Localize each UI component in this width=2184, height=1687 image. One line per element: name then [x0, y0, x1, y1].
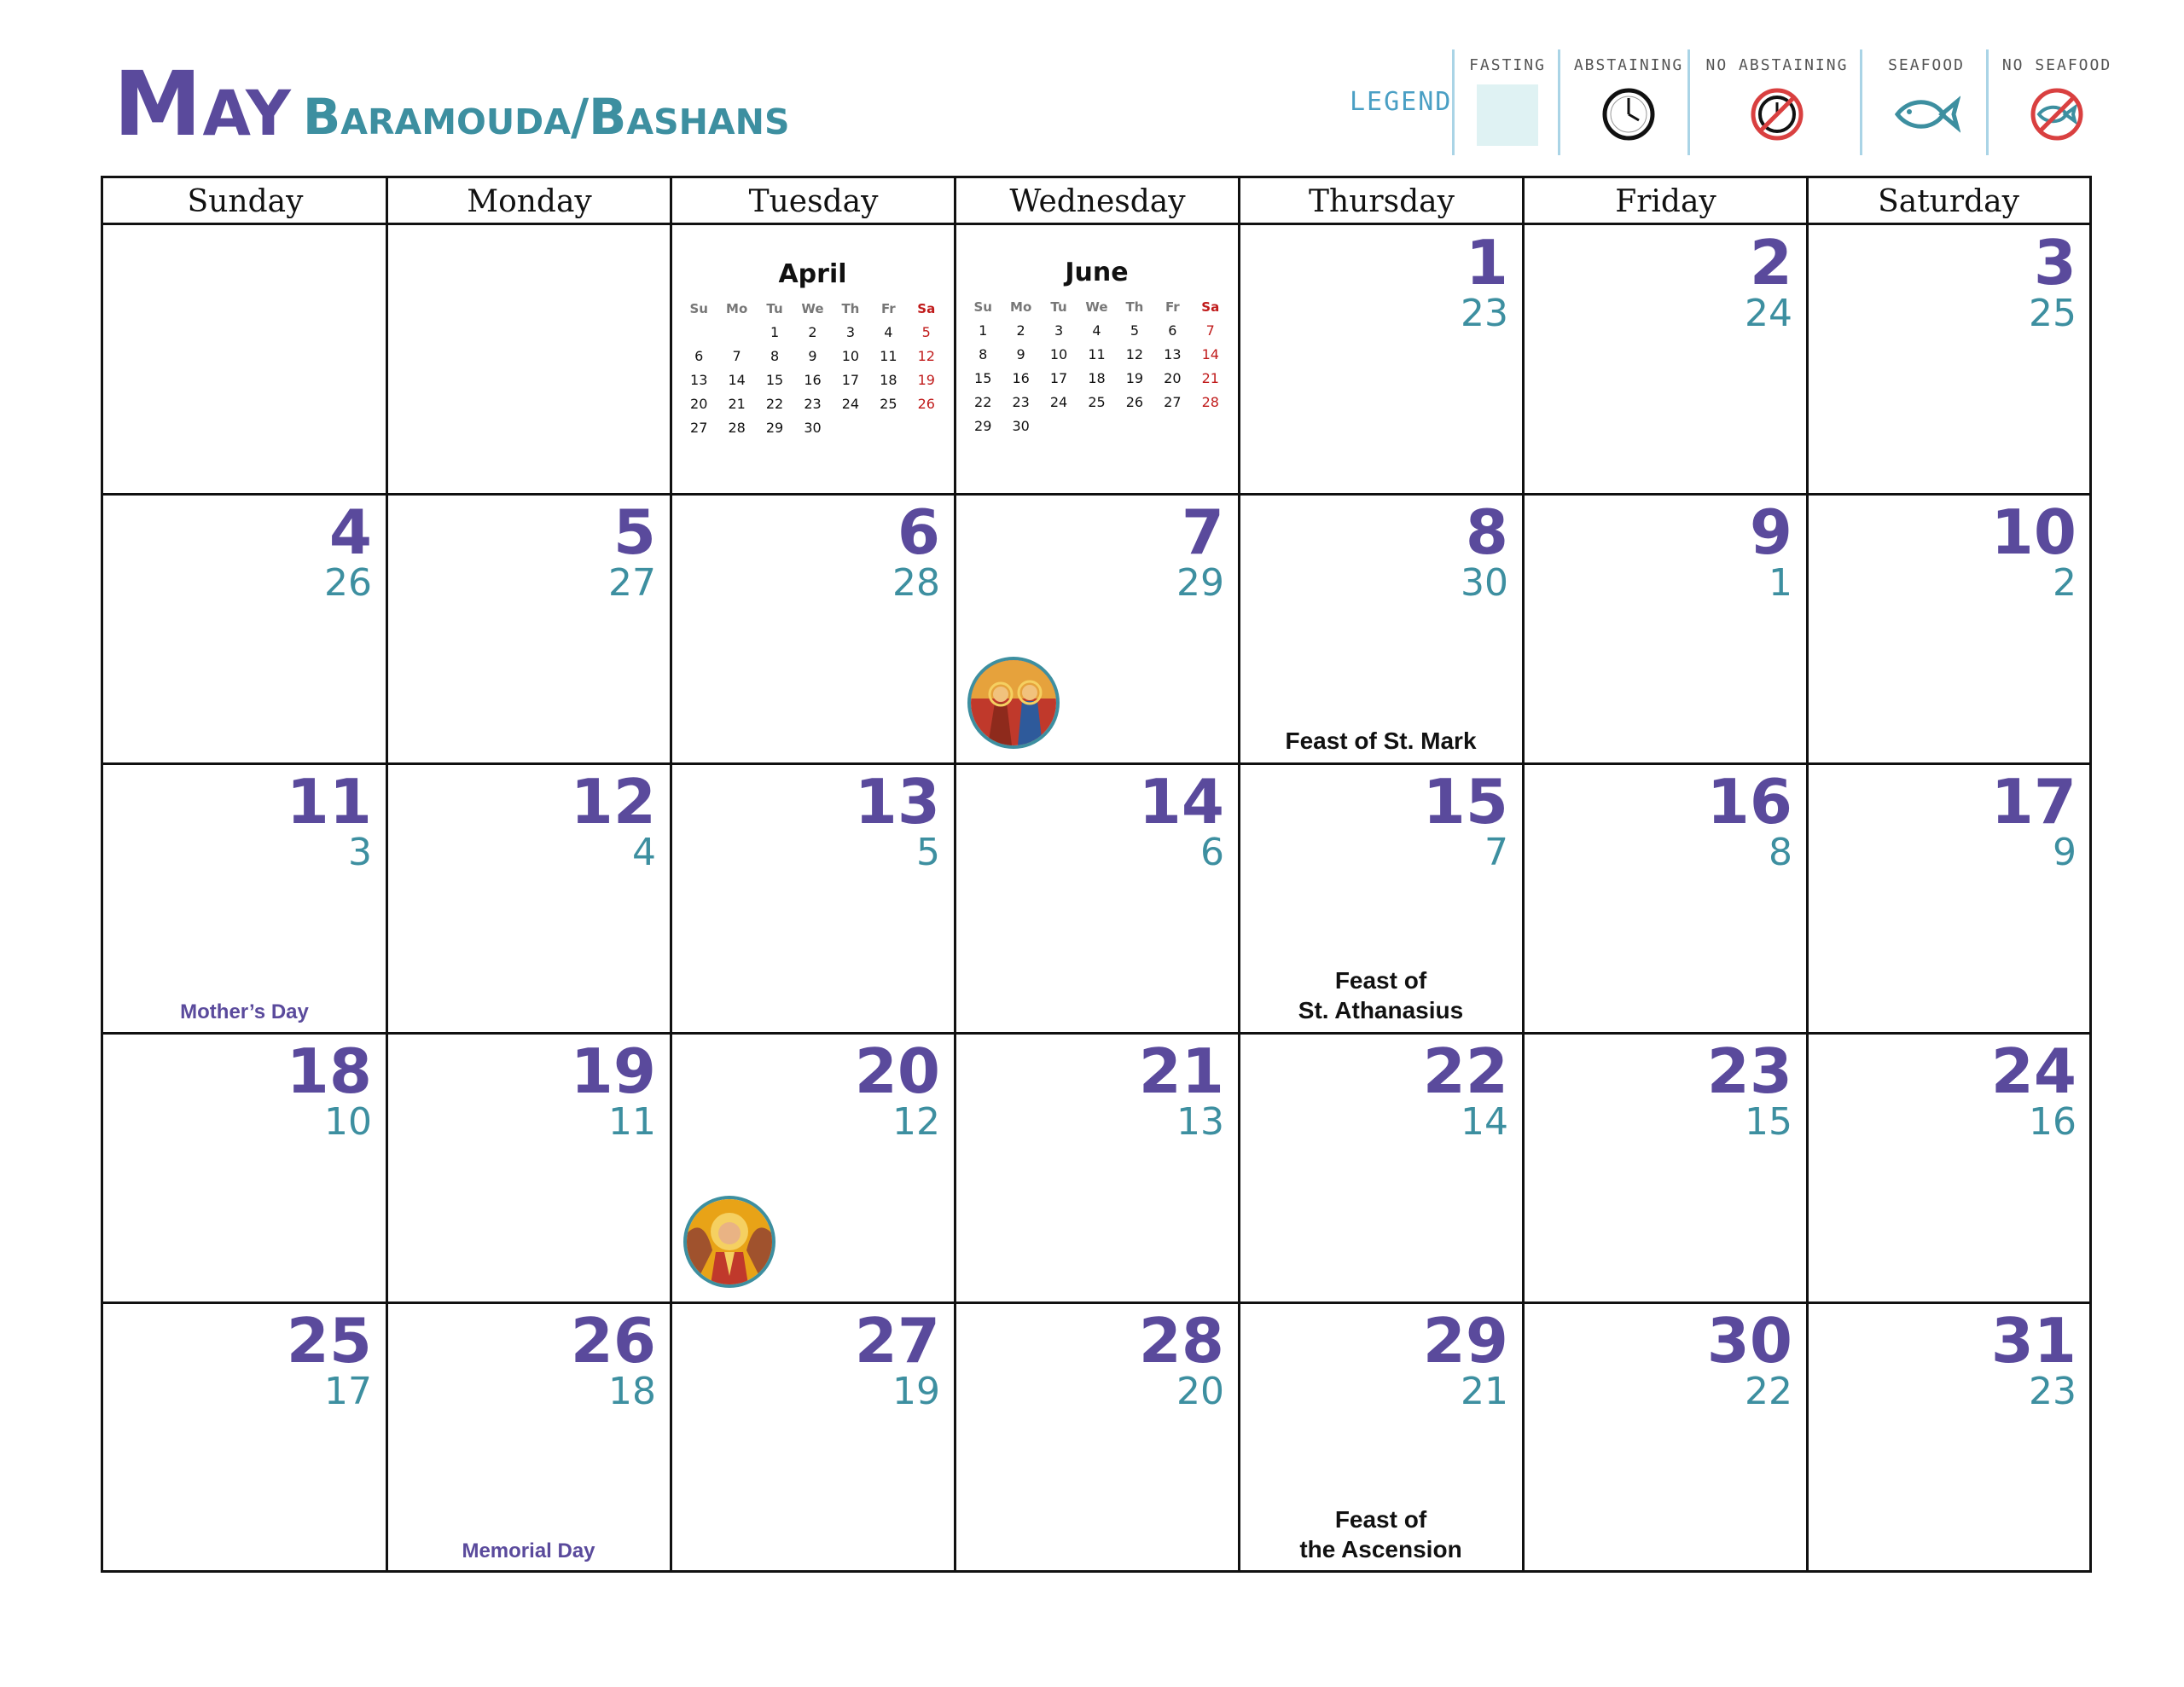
gregorian-date: 2: [1749, 227, 1792, 299]
gregorian-date: 31: [1990, 1305, 2077, 1377]
mini-calendar-day: 3: [845, 324, 856, 340]
day-cell[interactable]: [956, 1303, 1238, 1571]
day-cell[interactable]: [1524, 764, 1806, 1032]
gregorian-date: 18: [286, 1035, 372, 1107]
mini-calendar-day: 14: [1201, 346, 1219, 362]
mini-calendar-day: 7: [732, 348, 741, 364]
day-cell[interactable]: [1524, 495, 1806, 762]
day-cell[interactable]: [1240, 764, 1522, 1032]
mini-calendar-day: 22: [974, 394, 992, 410]
mini-calendar-day: 12: [917, 348, 935, 364]
mini-calendar-day: 15: [974, 370, 992, 386]
calendar-grid: [101, 176, 2092, 1573]
mini-calendar-day: 22: [765, 396, 784, 412]
mini-calendar-day: 10: [841, 348, 860, 364]
mini-calendar-june: [956, 225, 1238, 493]
mini-calendar-day: 27: [690, 420, 708, 436]
day-cell[interactable]: [103, 495, 386, 762]
day-cell[interactable]: [103, 1034, 386, 1301]
mini-calendar-day: 13: [690, 372, 708, 388]
mini-calendar-weekday: We: [1085, 299, 1108, 315]
mini-calendar-day: 9: [1016, 346, 1025, 362]
mini-calendar-day: 25: [880, 396, 897, 412]
fish-icon: [1892, 93, 1960, 136]
day-cell[interactable]: [1808, 1303, 2090, 1571]
mini-calendar-day: 18: [1088, 370, 1106, 386]
weekday-friday: Friday: [1615, 184, 1716, 219]
no-fish-icon: [2029, 86, 2085, 142]
gregorian-date: 12: [570, 766, 656, 838]
mini-calendar-day: 9: [808, 348, 817, 364]
day-cell[interactable]: [387, 1303, 670, 1571]
coptic-date: 8: [1769, 831, 1792, 874]
day-cell[interactable]: [1524, 1303, 1806, 1571]
mini-calendar-day: 18: [880, 372, 897, 388]
gregorian-date: 7: [1181, 496, 1224, 568]
mini-calendar-day: 12: [1125, 346, 1144, 362]
day-cell[interactable]: [671, 1034, 954, 1301]
gregorian-date: 5: [613, 496, 656, 568]
month-title: May: [113, 52, 292, 156]
mini-calendar-day: 29: [974, 418, 992, 434]
coptic-date: 4: [632, 831, 656, 874]
mini-calendar-day: 15: [765, 372, 784, 388]
mini-calendar-day: 25: [1088, 394, 1106, 410]
gregorian-date: 15: [1422, 766, 1508, 838]
mini-calendar-weekday: Th: [841, 301, 860, 316]
coptic-date: 2: [2053, 561, 2077, 605]
coptic-date: 20: [1176, 1370, 1224, 1413]
mini-calendar-day: 26: [1125, 394, 1144, 410]
legend-fasting: [1461, 56, 1554, 154]
mini-calendar-day: 5: [921, 324, 931, 340]
mini-calendar-day: 16: [804, 372, 822, 388]
mini-calendar-day: 11: [880, 348, 897, 364]
day-cell[interactable]: [1240, 495, 1522, 762]
mini-calendar-day: 27: [1164, 394, 1182, 410]
mini-calendar-day: 19: [917, 372, 935, 388]
day-cell[interactable]: [1240, 1034, 1522, 1301]
feast-label: Feast of St. Athanasius: [1298, 967, 1464, 1023]
feast-label: Feast of the Ascension: [1299, 1506, 1462, 1562]
legend-divider: [1687, 49, 1690, 155]
mini-calendar-day: 10: [1049, 346, 1068, 362]
day-cell[interactable]: [956, 1034, 1238, 1301]
mini-calendar-weekday: Fr: [1165, 299, 1180, 315]
mini-calendar-day: 11: [1088, 346, 1106, 362]
mini-calendar-weekday: Tu: [1050, 299, 1067, 315]
legend-no-seafood-label: NO SEAFOOD: [2001, 56, 2112, 74]
fasting-swatch: [1477, 84, 1538, 146]
mini-calendar-day: 21: [728, 396, 746, 412]
clock-icon: [1600, 86, 1657, 142]
mini-calendar-day: 23: [1012, 394, 1030, 410]
legend-abstaining-label: ABSTAINING: [1573, 56, 1684, 74]
coptic-date: 21: [1461, 1370, 1508, 1413]
weekday-saturday: Saturday: [1878, 184, 2019, 219]
coptic-date: 23: [2029, 1370, 2077, 1413]
mini-calendar-day: 13: [1164, 346, 1182, 362]
archangel-icon[interactable]: [683, 1196, 775, 1288]
mini-calendar-day: 24: [1049, 394, 1068, 410]
coptic-date: 1: [1769, 561, 1792, 605]
gregorian-date: 1: [1465, 227, 1508, 299]
gregorian-date: 28: [1138, 1305, 1224, 1377]
legend-divider: [1452, 49, 1455, 155]
coptic-date: 22: [1745, 1370, 1792, 1413]
mini-calendar-day: 28: [1201, 394, 1219, 410]
day-cell[interactable]: [1808, 764, 2090, 1032]
feast-label: Feast of St. Mark: [1285, 728, 1477, 754]
coptic-date: 12: [892, 1100, 940, 1144]
mini-calendar-day: 24: [841, 396, 860, 412]
mini-calendar-weekday: We: [801, 301, 824, 316]
coptic-months-title: Baramouda/Bashans: [303, 88, 790, 146]
gregorian-date: 21: [1138, 1035, 1224, 1107]
weekday-wednesday: Wednesday: [1009, 184, 1186, 219]
legend-no-abstaining-label: NO ABSTAINING: [1705, 56, 1849, 74]
day-cell[interactable]: [1240, 225, 1522, 493]
mini-calendar-weekday: Su: [973, 299, 992, 315]
gregorian-date: 24: [1990, 1035, 2077, 1107]
gregorian-date: 26: [570, 1305, 656, 1377]
day-cell[interactable]: [956, 495, 1238, 762]
day-cell[interactable]: [671, 495, 954, 762]
weekday-thursday: Thursday: [1309, 184, 1455, 219]
mini-calendar-weekday: Tu: [766, 301, 783, 316]
day-cell[interactable]: [103, 1303, 386, 1571]
weekday-sunday: Sunday: [187, 184, 304, 219]
coptic-date: 7: [1484, 831, 1508, 874]
gregorian-date: 23: [1706, 1035, 1792, 1107]
holiday-label: Mother’s Day: [180, 1000, 309, 1023]
mini-calendar-weekday: Fr: [881, 301, 896, 316]
mini-calendar-day: 1: [979, 322, 988, 339]
mini-calendar-day: 2: [808, 324, 817, 340]
coptic-date: 14: [1461, 1100, 1508, 1144]
gregorian-date: 9: [1749, 496, 1792, 568]
coptic-date: 10: [324, 1100, 372, 1144]
mini-calendar-day: 8: [979, 346, 988, 362]
legend-seafood: [1867, 56, 1986, 154]
mini-calendar-weekday: Th: [1125, 299, 1144, 315]
coptic-date: 16: [2029, 1100, 2077, 1144]
mini-calendar-day: 30: [1012, 418, 1030, 434]
mini-calendar-day: 20: [690, 396, 708, 412]
legend-no-seafood: [1993, 56, 2121, 154]
mini-calendar-weekday: Mo: [1010, 299, 1032, 315]
day-cell[interactable]: [1524, 225, 1806, 493]
coptic-date: 19: [892, 1370, 940, 1413]
gregorian-date: 14: [1138, 766, 1224, 838]
legend-divider: [1860, 49, 1862, 155]
gregorian-date: 17: [1990, 766, 2077, 838]
coptic-date: 6: [1200, 831, 1224, 874]
mini-calendar-day: 4: [1092, 322, 1101, 339]
mini-calendar-day: 17: [1049, 370, 1068, 386]
coptic-date: 18: [608, 1370, 656, 1413]
mini-calendar-day: 23: [804, 396, 822, 412]
mini-calendar-day: 19: [1125, 370, 1144, 386]
legend-divider: [1986, 49, 1989, 155]
mini-calendar-day: 2: [1016, 322, 1025, 339]
mini-calendar-day: 26: [917, 396, 935, 412]
mini-calendar-day: 16: [1012, 370, 1030, 386]
day-cell[interactable]: [956, 764, 1238, 1032]
mini-calendar-title: April: [778, 259, 847, 289]
mini-calendar-day: 21: [1201, 370, 1219, 386]
mini-calendar-day: 6: [1168, 322, 1177, 339]
no-clock-icon: [1749, 86, 1805, 142]
gregorian-date: 30: [1706, 1305, 1792, 1377]
mini-calendar-day: 7: [1205, 322, 1215, 339]
day-cell[interactable]: [671, 1303, 954, 1571]
weekday-monday: Monday: [467, 184, 592, 219]
mini-calendar-day: 17: [841, 372, 860, 388]
coptic-date: 26: [324, 561, 372, 605]
legend-seafood-label: SEAFOOD: [1888, 56, 1965, 74]
legend-no-abstaining: [1696, 56, 1858, 154]
day-cell[interactable]: [387, 495, 670, 762]
mini-calendar-day: 5: [1130, 322, 1140, 339]
day-cell[interactable]: [387, 764, 670, 1032]
mini-calendar-weekday: Sa: [1201, 299, 1220, 315]
gregorian-date: 25: [286, 1305, 372, 1377]
coptic-date: 15: [1745, 1100, 1792, 1144]
coptic-date: 17: [324, 1370, 372, 1413]
day-cell[interactable]: [1808, 225, 2090, 493]
coptic-date: 25: [2029, 292, 2077, 335]
holiday-label: Memorial Day: [462, 1539, 595, 1562]
mini-calendar-day: [717, 324, 755, 340]
gregorian-date: 20: [854, 1035, 940, 1107]
gregorian-date: 13: [854, 766, 940, 838]
coptic-date: 28: [892, 561, 940, 605]
day-cell[interactable]: [671, 764, 954, 1032]
day-cell[interactable]: [1808, 495, 2090, 762]
gregorian-date: 3: [2033, 227, 2077, 299]
gregorian-date: 19: [570, 1035, 656, 1107]
legend-fasting-label: FASTING: [1469, 56, 1546, 74]
mini-calendar-day: 8: [770, 348, 780, 364]
day-cell[interactable]: [1240, 1303, 1522, 1571]
coptic-date: 30: [1461, 561, 1508, 605]
mini-calendar-day: 28: [728, 420, 746, 436]
gregorian-date: 4: [328, 496, 372, 568]
mini-calendar-weekday: Sa: [917, 301, 936, 316]
gregorian-date: 8: [1465, 496, 1508, 568]
mini-calendar-day: 30: [804, 420, 822, 436]
coptic-date: 9: [2053, 831, 2077, 874]
legend-divider: [1558, 49, 1560, 155]
coptic-date: 23: [1461, 292, 1508, 335]
gregorian-date: 11: [286, 766, 372, 838]
gregorian-date: 6: [897, 496, 940, 568]
day-cell[interactable]: [1808, 1034, 2090, 1301]
mini-calendar-day: 3: [1054, 322, 1064, 339]
mini-calendar-day: [680, 324, 717, 340]
coptic-date: 27: [608, 561, 656, 605]
mini-calendar-day: 29: [765, 420, 784, 436]
mini-calendar-april: [671, 225, 954, 493]
coptic-date: 5: [916, 831, 940, 874]
coptic-date: 13: [1176, 1100, 1224, 1144]
day-cell[interactable]: [1524, 1034, 1806, 1301]
legend-abstaining: [1565, 56, 1693, 154]
day-cell[interactable]: [103, 764, 386, 1032]
mini-calendar-weekday: Mo: [726, 301, 748, 316]
mini-calendar-day: 1: [770, 324, 780, 340]
day-cell[interactable]: [387, 1034, 670, 1301]
legend-label: LEGEND: [1350, 87, 1453, 117]
coptic-date: 29: [1176, 561, 1224, 605]
mini-calendar-day: 4: [884, 324, 893, 340]
saints-icon[interactable]: [967, 657, 1060, 749]
coptic-date: 24: [1745, 292, 1792, 335]
mini-calendar-weekday: Su: [689, 301, 708, 316]
coptic-date: 3: [348, 831, 372, 874]
mini-calendar-title: June: [1065, 258, 1129, 287]
gregorian-date: 16: [1706, 766, 1792, 838]
mini-calendar-day: 14: [728, 372, 746, 388]
gregorian-date: 29: [1422, 1305, 1508, 1377]
gregorian-date: 22: [1422, 1035, 1508, 1107]
mini-calendar-day: 20: [1164, 370, 1182, 386]
weekday-tuesday: Tuesday: [748, 184, 879, 219]
mini-calendar-day: 6: [694, 348, 704, 364]
gregorian-date: 10: [1990, 496, 2077, 568]
coptic-date: 11: [608, 1100, 656, 1144]
gregorian-date: 27: [854, 1305, 940, 1377]
weekday-header-row: [103, 178, 2089, 225]
